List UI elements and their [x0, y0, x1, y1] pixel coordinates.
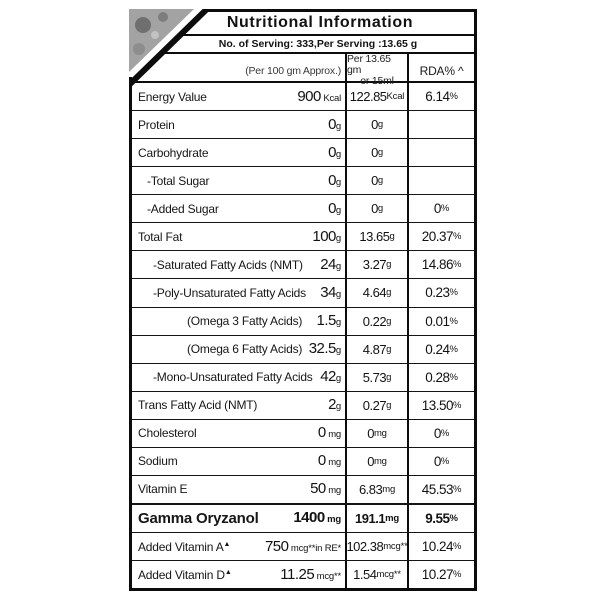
- nutrient-label: Trans Fatty Acid (NMT): [138, 398, 258, 413]
- value-per-100gm: 1400 mg: [293, 509, 341, 527]
- nutrient-label: -Added Sugar: [147, 201, 219, 216]
- nutrient-cell: [132, 336, 347, 363]
- nutrient-cell: [132, 223, 347, 250]
- table-row: [132, 391, 474, 419]
- value-per-100gm: 2g: [328, 396, 341, 414]
- nutrient-cell: [132, 505, 347, 532]
- table-row: [132, 363, 474, 391]
- value-per-serving: 13.65 g: [347, 223, 409, 250]
- value-per-serving: 0 g: [347, 195, 409, 222]
- value-per-serving: 5.73 g: [347, 364, 409, 391]
- value-rda-percent: 45.53 %: [421, 481, 462, 497]
- value-rda-percent: [409, 167, 474, 194]
- value-per-serving: 122.85 Kcal: [347, 83, 409, 110]
- nutrient-label: -Saturated Fatty Acids (NMT): [153, 257, 303, 272]
- table-row: [132, 503, 474, 532]
- value-per-100gm: 42g: [320, 368, 341, 386]
- column-header-per-100gm: (Per 100 gm Approx.): [132, 54, 347, 87]
- value-per-serving: 0 mg: [347, 420, 409, 447]
- nutrient-cell: [132, 420, 347, 447]
- value-rda-percent: 10.24 %: [421, 539, 462, 555]
- value-per-100gm: 24g: [320, 255, 341, 273]
- value-per-serving: 102.38 mcg**: [347, 533, 409, 560]
- value-per-100gm: 900 Kcal: [297, 87, 341, 105]
- value-rda-percent: [409, 139, 474, 166]
- nutrient-cell: [132, 139, 347, 166]
- value-rda-percent: 0.24 %: [425, 341, 458, 357]
- value-rda-percent: 0 %: [433, 453, 450, 469]
- value-rda-percent: 9.55 %: [425, 510, 458, 526]
- label-title: Nutritional Information: [226, 14, 414, 31]
- nutrient-label: -Mono-Unsaturated Fatty Acids: [153, 370, 313, 385]
- value-per-serving: 6.83 mg: [347, 476, 409, 503]
- nutrient-cell: [132, 392, 347, 419]
- nutrient-cell: [132, 448, 347, 475]
- value-rda-percent: 0 %: [433, 201, 450, 217]
- nutrient-cell: [132, 111, 347, 138]
- value-rda-percent: 6.14 %: [425, 89, 458, 105]
- table-row: [132, 222, 474, 250]
- nutrient-label: Gamma Oryzanol: [138, 509, 259, 527]
- nutrient-label: Cholesterol: [138, 426, 197, 441]
- value-per-100gm: 1.5g: [316, 312, 341, 330]
- nutrient-cell: [132, 476, 347, 503]
- value-per-100gm: 34g: [320, 283, 341, 301]
- nutrient-label: Protein: [138, 117, 175, 132]
- nutrient-label: Carbohydrate: [138, 145, 209, 160]
- table-row: [132, 110, 474, 138]
- nutrient-label: Added Vitamin D▲: [138, 567, 232, 582]
- nutrient-label: (Omega 6 Fatty Acids): [187, 342, 303, 357]
- value-per-serving: 0.22 g: [347, 308, 409, 335]
- value-per-100gm: 0 mg: [317, 452, 341, 470]
- photo-corner-artifact: [129, 9, 215, 95]
- value-rda-percent: 0 %: [433, 425, 450, 441]
- nutrition-label: [129, 9, 477, 591]
- table-row: [132, 250, 474, 278]
- serving-info-text: No. of Serving: 333,Per Serving :13.65 g: [218, 38, 418, 50]
- value-rda-percent: 0.23 %: [425, 285, 458, 301]
- nutrient-cell: [132, 251, 347, 278]
- nutrient-label: Added Vitamin A▲: [138, 539, 231, 554]
- value-rda-percent: 10.27 %: [421, 567, 462, 583]
- nutrient-cell: [132, 279, 347, 306]
- nutrient-cell: [132, 195, 347, 222]
- value-per-serving: 0 g: [347, 139, 409, 166]
- nutrient-label: (Omega 3 Fatty Acids): [187, 314, 303, 329]
- nutrient-cell: [132, 533, 347, 560]
- value-per-100gm: 0 mg: [317, 424, 341, 442]
- value-per-100gm: 32.5g: [308, 340, 341, 358]
- value-per-serving: 4.87 g: [347, 336, 409, 363]
- nutrient-cell: [132, 308, 347, 335]
- table-row: [132, 419, 474, 447]
- value-per-100gm: 0g: [328, 199, 341, 217]
- value-per-serving: 3.27 g: [347, 251, 409, 278]
- value-per-100gm: 750 mcg**in RE*: [264, 537, 341, 555]
- table-row: [132, 560, 474, 588]
- table-row: [132, 335, 474, 363]
- value-per-100gm: 0g: [328, 171, 341, 189]
- nutrient-cell: [132, 561, 347, 588]
- nutrient-label: Vitamin E: [138, 482, 188, 497]
- value-per-100gm: 50 mg: [310, 480, 341, 498]
- nutrient-cell: [132, 364, 347, 391]
- table-row: [132, 532, 474, 560]
- value-per-100gm: 100g: [312, 227, 341, 245]
- table-row: [132, 138, 474, 166]
- value-per-serving: 0 g: [347, 111, 409, 138]
- value-rda-percent: 0.01 %: [425, 313, 458, 329]
- table-row: [132, 447, 474, 475]
- value-per-serving: 191.1 mg: [347, 505, 409, 532]
- table-row: [132, 166, 474, 194]
- value-per-serving: 1.54 mcg**: [347, 561, 409, 588]
- value-per-100gm: 0g: [328, 143, 341, 161]
- value-per-serving: 0 g: [347, 167, 409, 194]
- value-per-serving: 4.64 g: [347, 279, 409, 306]
- table-row: [132, 194, 474, 222]
- table-row: [132, 278, 474, 306]
- value-per-serving: 0.27 g: [347, 392, 409, 419]
- table-row: [132, 307, 474, 335]
- value-rda-percent: 0.28 %: [425, 369, 458, 385]
- nutrient-label: Sodium: [138, 454, 178, 469]
- value-rda-percent: 13.50 %: [421, 397, 462, 413]
- nutrition-rows: [132, 83, 474, 588]
- nutrient-label: Energy Value: [138, 89, 207, 104]
- nutrient-label: -Total Sugar: [147, 173, 210, 188]
- value-per-100gm: 11.25 mcg**: [280, 565, 341, 583]
- nutrient-label: Total Fat: [138, 229, 183, 244]
- value-rda-percent: 14.86 %: [421, 257, 462, 273]
- value-per-serving: 0 mg: [347, 448, 409, 475]
- column-header-rda: RDA% ^: [419, 63, 464, 78]
- table-row: [132, 475, 474, 503]
- column-header-per-serving: Per 13.65 gm or 15ml: [347, 54, 409, 87]
- value-per-100gm: 0g: [328, 115, 341, 133]
- value-rda-percent: 20.37 %: [421, 229, 462, 245]
- nutrient-cell: [132, 167, 347, 194]
- nutrient-label: -Poly-Unsaturated Fatty Acids: [153, 285, 306, 300]
- value-rda-percent: [409, 111, 474, 138]
